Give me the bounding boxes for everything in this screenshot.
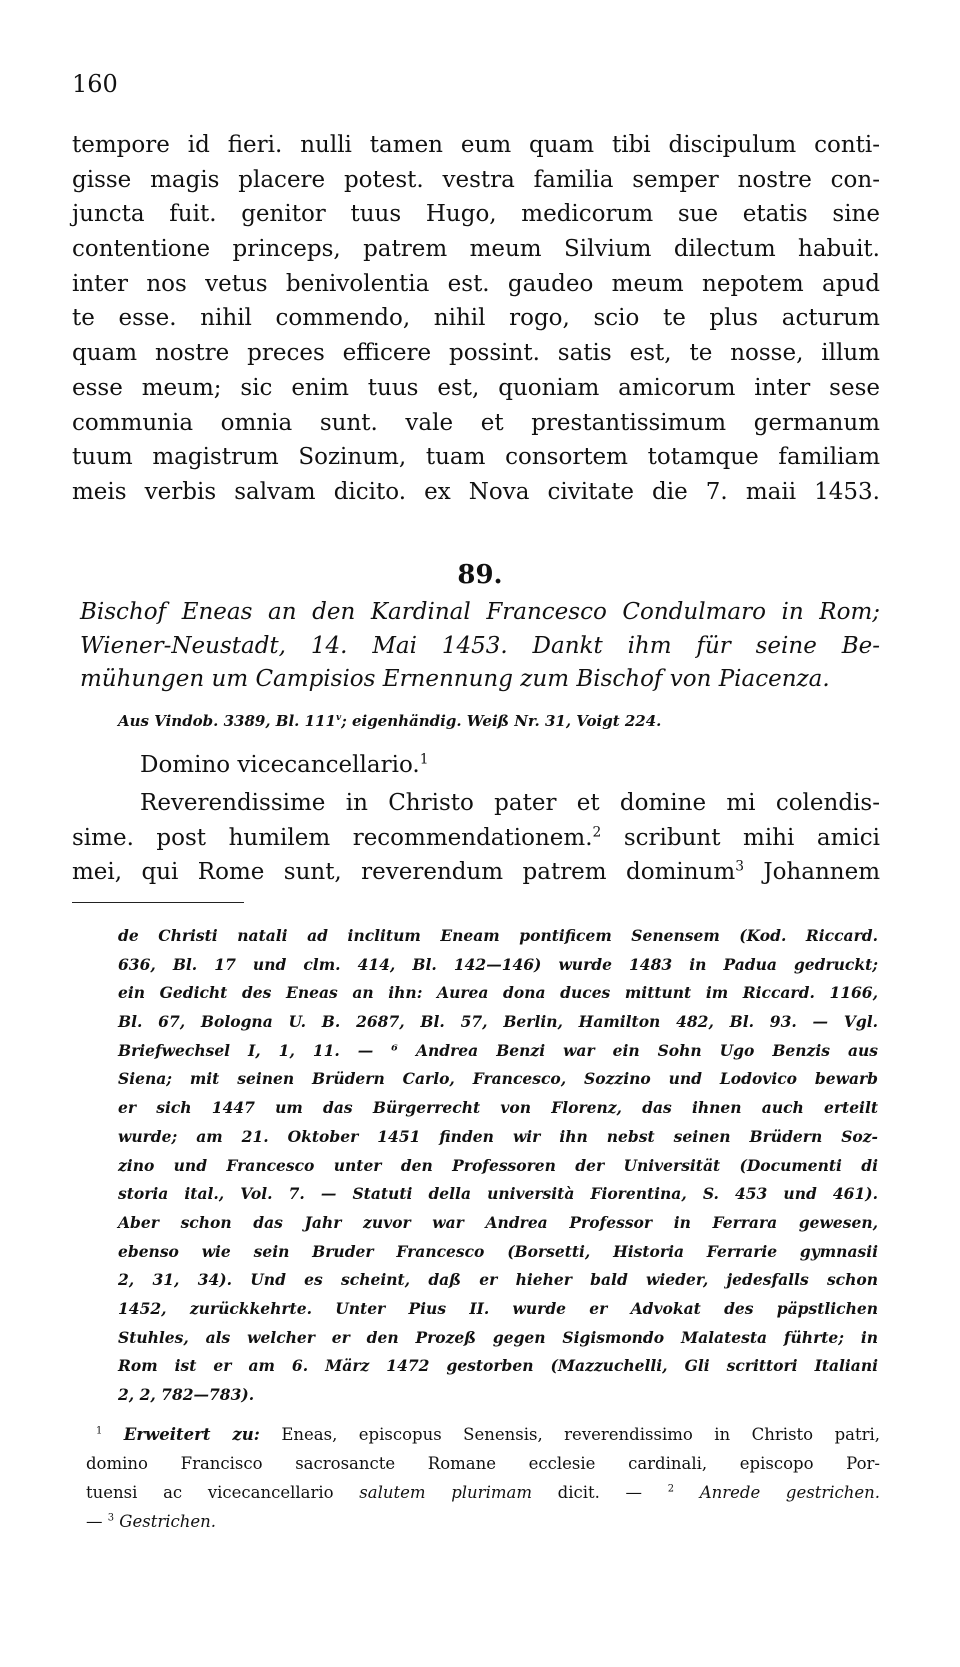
footnote-line: Bl. 67, Bologna U. B. 2687, Bl. 57, Berlin, Hamilton 482, Bl. 93. — Vgl. [118, 1012, 878, 1032]
note-line: domino Francisco sacrosancte Romane ecclesie cardinali, episcopo Por- [86, 1454, 880, 1473]
text-line: tempore id fieri. nulli tamen eum quam tibi discipulum conti- [72, 132, 880, 158]
note-label: Erweitert zu: [123, 1425, 260, 1444]
footnote-line: 2, 2, 782—783). [118, 1385, 255, 1404]
letter-88-text [72, 128, 880, 510]
footnote-line: zino und Francesco unter den Professoren der Universität (Documenti di [118, 1155, 878, 1175]
footnote-line: wurde; am 21. Oktober 1451 finden wir ihn nebst seinen Brüdern Soz- [118, 1126, 878, 1146]
footnote-line: Rom ist er am 6. März 1472 gestorben (Mazzuchelli, Gli scrittori Italiani [118, 1356, 878, 1376]
note-line [86, 1478, 880, 1507]
note-text: Eneas, episcopus Senensis, reverendissimo in Christo patri, [259, 1425, 881, 1444]
note-italic: Gestrichen. [114, 1512, 217, 1531]
source-text-rest: ; eigenhändig. Weiß Nr. 31, Voigt 224. [341, 712, 662, 730]
footnote-line: Stuhles, als welcher er den Prozeß gegen Sigismondo Malatesta führte; in [118, 1327, 878, 1347]
note-text: — [86, 1512, 108, 1531]
note-italic: Anrede gestrichen. [674, 1483, 880, 1502]
regest-summary [80, 596, 880, 697]
footnote-line: 636, Bl. 17 und clm. 414, Bl. 142—146) wurde 1483 in Padua gedruckt; [118, 954, 878, 974]
text-span: scribunt mihi amici [601, 824, 880, 851]
source-reference [118, 712, 858, 730]
note-mark: 1 [96, 1425, 103, 1437]
text-span: mei, qui Rome sunt, reverendum patrem dominum [72, 859, 736, 885]
text-span: Reverendissime in Christo pater et domine mi colendis- [140, 790, 880, 816]
footnote-mark: 1 [419, 751, 429, 768]
text-line: te esse. nihil commendo, nihil rogo, scio te plus acturum [72, 305, 880, 332]
critical-apparatus [86, 1420, 880, 1536]
text-line: tuum magistrum Sozinum, tuam consortem totamque familiam [72, 444, 880, 471]
text-line: gisse magis placere potest. vestra familia semper nostre con- [72, 166, 880, 193]
text-line [72, 821, 880, 856]
text-span: Johannem [743, 859, 881, 885]
footnote-line: 1452, zurückkehrte. Unter Pius II. wurde er Advokat des päpstlichen [118, 1298, 878, 1318]
letter-89-text [72, 786, 880, 890]
letter-number: 89. [457, 560, 503, 590]
note-mark: 2 [667, 1483, 675, 1495]
verso-mark: v [335, 713, 342, 723]
footnote-line: de Christi natali ad inclitum Eneam pontificem Senensem (Kod. Riccard. [118, 926, 878, 945]
regest-line: mühungen um Campisios Ernennung zum Bischof von Piacenza. [80, 666, 830, 692]
text-line: inter nos vetus benivolentia est. gaudeo meum nepotem apud [72, 270, 880, 297]
regest-line: Wiener-Neustadt, 14. Mai 1453. Dankt ihm für seine Be- [80, 632, 880, 659]
commentary-footnote [118, 922, 878, 1410]
text-line: communia omnia sunt. vale et prestantissimum germanum [72, 409, 880, 436]
footnote-mark: 3 [735, 858, 744, 875]
text-line [72, 786, 880, 821]
note-text: dicit. — [531, 1483, 668, 1502]
footnote-line: storia ital., Vol. 7. — Statuti della università Fiorentina, S. 453 und 461). [118, 1184, 878, 1204]
note-text: tuensi ac vicecancellario [86, 1483, 360, 1502]
text-span: sime. post humilem recommendationem. [72, 824, 593, 851]
text-line: quam nostre preces efficere possint. satis est, te nosse, illum [72, 340, 880, 367]
footnote-line: er sich 1447 um das Bürgerrecht von Florenz, das ihnen auch erteilt [118, 1098, 878, 1118]
footnote-line: 2, 31, 34). Und es scheint, daß er hieher bald wieder, jedesfalls schon [118, 1270, 878, 1290]
page-number: 160 [72, 70, 118, 98]
footnote-line: Briefwechsel I, 1, 11. — ⁶ Andrea Benzi war ein Sohn Ugo Benzis aus [118, 1040, 878, 1060]
note-line [86, 1507, 880, 1536]
text-line: meis verbis salvam dicito. ex Nova civitate die 7. maii 1453. [72, 478, 880, 505]
letter-address [140, 752, 428, 778]
source-text: Aus Vindob. 3389, Bl. 111 [118, 712, 336, 730]
note-mark: 3 [107, 1512, 115, 1524]
address-text: Domino vicecancellario. [140, 752, 420, 778]
footnote-line: Aber schon das Jahr zuvor war Andrea Professor in Ferrara gewesen, [118, 1212, 878, 1232]
footnote-line: Siena; mit seinen Brüdern Carlo, Francesco, Sozzino und Lodovico bewarb [118, 1069, 878, 1089]
regest-line: Bischof Eneas an den Kardinal Francesco Condulmaro in Rom; [80, 599, 880, 625]
footnote-mark: 2 [592, 823, 602, 840]
text-line: juncta fuit. genitor tuus Hugo, medicorum sue etatis sine [72, 201, 880, 228]
text-line: contentione princeps, patrem meum Silvium dilectum habuit. [72, 236, 880, 263]
text-line [72, 855, 880, 890]
note-line [86, 1420, 880, 1449]
text-line: esse meum; sic enim tuus est, quoniam amicorum inter sese [72, 374, 880, 401]
footnote-separator [72, 902, 244, 903]
note-italic: salutem plurimam [359, 1483, 532, 1502]
footnote-line: ein Gedicht des Eneas an ihn: Aurea dona duces mittunt im Riccard. 1166, [118, 983, 878, 1003]
footnote-line: ebenso wie sein Bruder Francesco (Borsetti, Historia Ferrarie gymnasii [118, 1241, 878, 1261]
